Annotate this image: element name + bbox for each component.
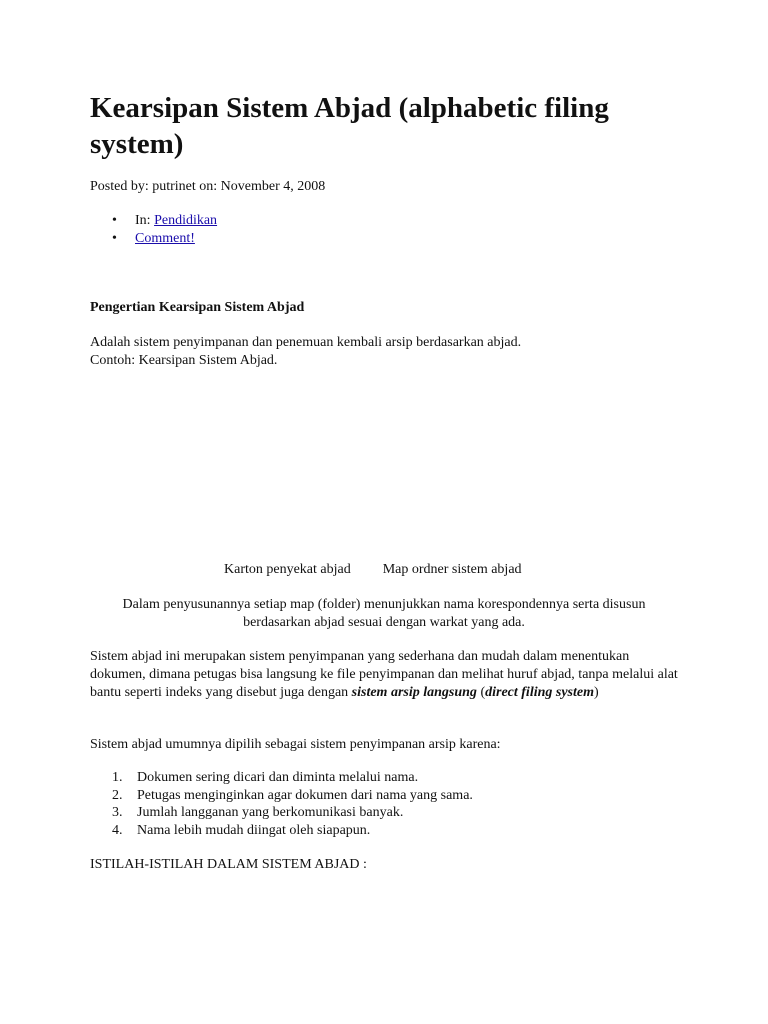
meta-item-category [90, 212, 217, 230]
example-line: Contoh: Kearsipan Sistem Abjad. [90, 353, 278, 368]
section-subheading: Pengertian Kearsipan Sistem Abjad [90, 300, 305, 315]
list-text: Petugas menginginkan agar dokumen dari nama yang sama. [137, 787, 473, 803]
caption-right: Map ordner sistem abjad [382, 562, 522, 577]
post-byline: Posted by: putrinet on: November 4, 2008 [90, 179, 326, 194]
category-label: In: [135, 213, 155, 228]
bullet-icon: • [112, 231, 117, 246]
paragraph2-text: Sistem abjad ini merupakan sistem penyimpanan yang sederhana dan mudah dalam menentukan dokumen, dimana petugas bisa langsung ke file penyimpanan dan melihat huruf abjad, tanpa melalui alat bantu seperti indeks yang disebut juga dengan [90, 649, 678, 700]
list-item [90, 787, 473, 805]
meta-item-comment [90, 230, 217, 248]
paragraph2-close: ) [594, 685, 599, 700]
image-captions [224, 561, 522, 579]
emphasis-direct-filing-system: direct filing system [485, 685, 594, 700]
post-meta-list [90, 212, 217, 248]
list-item [90, 804, 473, 822]
list-text: Nama lebih mudah diingat oleh siapapun. [137, 822, 371, 838]
comment-link[interactable]: Comment! [135, 231, 195, 246]
body-paragraph-2 [90, 648, 680, 702]
istilah-heading: ISTILAH-ISTILAH DALAM SISTEM ABJAD : [90, 857, 367, 872]
page-title: Kearsipan Sistem Abjad (alphabetic filing system) [90, 92, 609, 160]
list-item [90, 822, 473, 840]
list-item [90, 769, 473, 787]
definition-line: Adalah sistem penyimpanan dan penemuan kembali arsip berdasarkan abjad. [90, 335, 522, 350]
list-number: 3. [112, 805, 123, 820]
paragraph2-open: ( [476, 685, 486, 700]
centered-paragraph: Dalam penyusunannya setiap map (folder) menunjukkan nama korespondennya serta disusun berdasarkan abjad sesuai dengan warkat yang ada. [122, 597, 646, 630]
reasons-list [90, 769, 473, 839]
definition-paragraph [90, 334, 690, 370]
caption-left: Karton penyekat abjad [224, 562, 351, 577]
emphasis-sistem-arsip-langsung: sistem arsip langsung [351, 685, 477, 700]
list-number: 1. [112, 770, 123, 785]
body-paragraph-3: Sistem abjad umumnya dipilih sebagai sistem penyimpanan arsip karena: [90, 737, 501, 752]
category-link[interactable]: Pendidikan [154, 213, 218, 228]
list-text: Dokumen sering dicari dan diminta melalui nama. [137, 770, 419, 785]
bullet-icon: • [112, 213, 117, 228]
list-text: Jumlah langganan yang berkomunikasi banyak. [137, 805, 404, 820]
list-number: 4. [112, 822, 123, 838]
list-number: 2. [112, 787, 123, 803]
